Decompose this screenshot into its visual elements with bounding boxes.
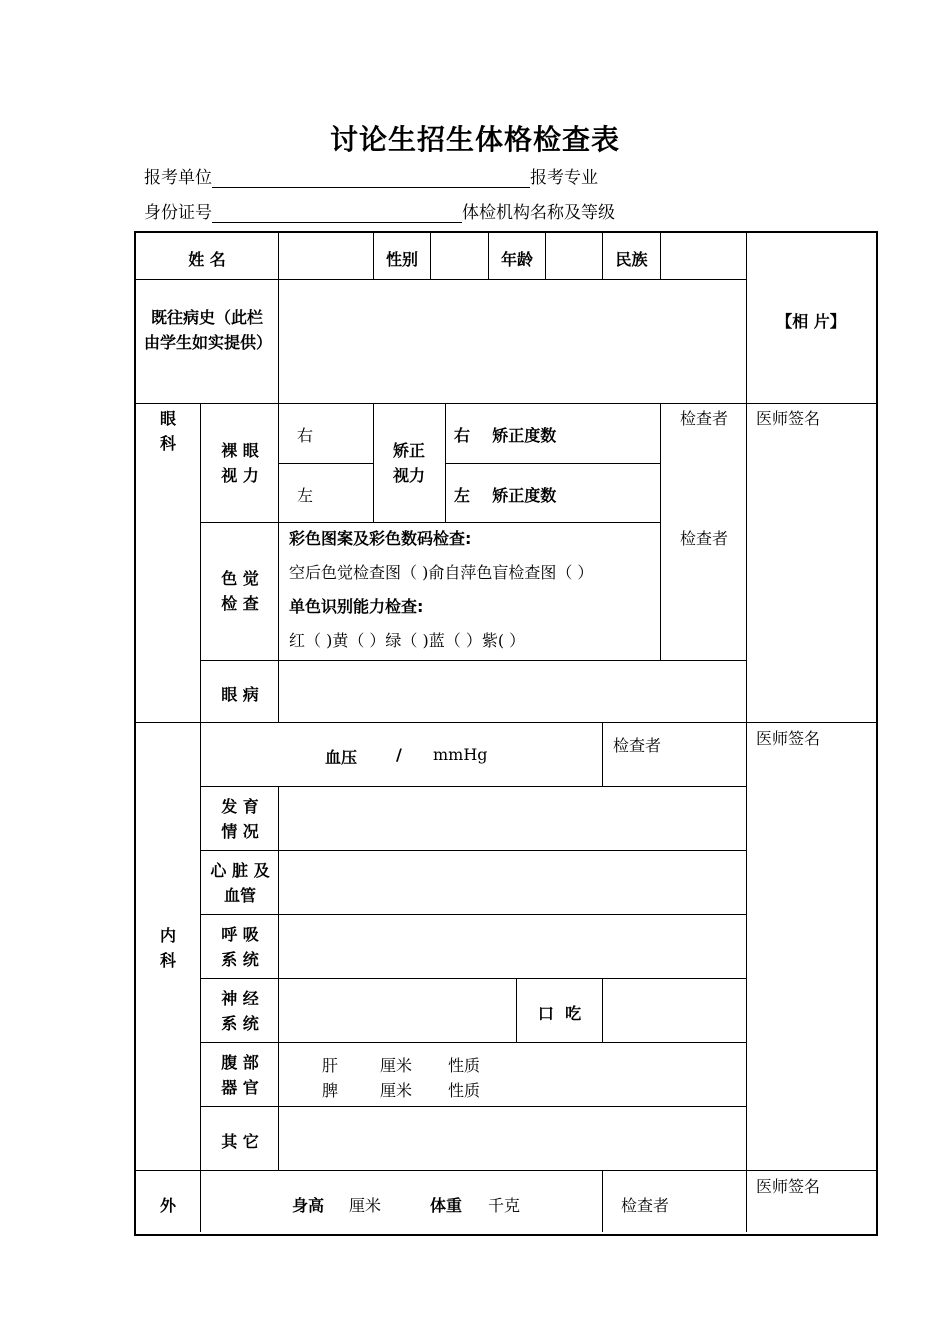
color-test-title: 彩色图案及彩色数码检查:	[289, 529, 472, 548]
age-field[interactable]	[547, 235, 601, 277]
h-line	[135, 1170, 876, 1171]
id-line	[144, 198, 615, 223]
mono-test-title: 单色识别能力检查:	[289, 597, 424, 616]
color-examiner-label: 检查者	[680, 529, 729, 548]
respiratory-label: 呼 吸 系 统	[221, 925, 259, 969]
age-label: 年龄	[500, 250, 533, 269]
eye-section-label: 眼科	[159, 409, 176, 453]
h-line	[279, 463, 374, 464]
nervous-label: 神 经 系 统	[221, 989, 259, 1033]
height-unit: 厘米	[349, 1196, 382, 1215]
naked-vision-label: 裸 眼 视 力	[221, 441, 259, 485]
id-label: 身份证号	[144, 203, 212, 223]
id-field[interactable]	[212, 204, 462, 223]
gender-label: 性别	[385, 250, 418, 269]
v-line	[373, 403, 374, 522]
internal-doctor-sign-label: 医师签名	[756, 729, 821, 748]
spleen-cm: 厘米	[380, 1081, 413, 1100]
v-line	[602, 722, 603, 786]
height-label: 身高	[292, 1196, 325, 1215]
nervous-field[interactable]	[280, 980, 515, 1041]
stutter-field[interactable]	[604, 980, 745, 1041]
v-line	[660, 233, 661, 279]
color-test-charts: 空后色觉检查图（ )俞自萍色盲检查图（ ）	[289, 563, 594, 582]
history-label: 既往病史（此栏由学生如实提供）	[144, 308, 273, 352]
v-line	[660, 403, 661, 660]
apply-line	[144, 163, 598, 188]
spleen-nature: 性质	[448, 1081, 481, 1100]
liver-label: 肝	[322, 1056, 339, 1075]
v-line	[200, 403, 201, 1232]
gender-field[interactable]	[432, 235, 487, 277]
stutter-label: 口 吃	[537, 1004, 582, 1023]
h-line	[135, 722, 876, 723]
heart-label: 心 脏 及血管	[210, 861, 270, 905]
v-line	[278, 786, 279, 1170]
weight-unit: 千克	[488, 1196, 521, 1215]
development-field[interactable]	[280, 788, 745, 849]
eye-doctor-sign-label: 医师签名	[756, 409, 821, 428]
h-line	[445, 463, 660, 464]
h-line	[201, 786, 747, 787]
bp-unit: mmHg	[433, 745, 488, 764]
color-vision-label: 色 觉 检 查	[221, 569, 259, 613]
apply-unit-field[interactable]	[212, 169, 530, 188]
ethnicity-label: 民族	[615, 250, 648, 269]
internal-examiner-label: 检查者	[613, 736, 662, 755]
institution-label: 体检机构名称及等级	[462, 203, 615, 223]
other-field[interactable]	[280, 1108, 745, 1169]
internal-section-label: 内科	[159, 926, 176, 970]
h-line	[201, 522, 660, 523]
abdomen-label: 腹 部 器 官	[221, 1053, 259, 1097]
spleen-label: 脾	[322, 1081, 339, 1100]
respiratory-field[interactable]	[280, 916, 745, 977]
heart-field[interactable]	[280, 852, 745, 913]
page-title: 讨论生招生体格检查表	[329, 123, 620, 156]
liver-nature: 性质	[448, 1056, 481, 1075]
v-line	[278, 233, 279, 403]
right-eye-label: 右	[297, 426, 314, 445]
eye-disease-field[interactable]	[280, 662, 745, 721]
surgery-doctor-sign-label: 医师签名	[756, 1177, 821, 1196]
mono-test-colors: 红（ )黄（ ）绿（ )蓝（ ）紫( ）	[289, 631, 526, 650]
eye-disease-label: 眼 病	[221, 685, 259, 704]
photo-label: 【相 片】	[776, 312, 846, 331]
corrected-vision-label: 矫正视力	[392, 441, 425, 485]
h-line	[201, 1106, 747, 1107]
h-line	[201, 660, 747, 661]
name-field[interactable]	[280, 235, 372, 277]
v-line	[602, 1170, 603, 1232]
bp-label: 血压	[325, 748, 358, 767]
right-correction-label: 右 矫正度数	[454, 426, 557, 445]
development-label: 发 育 情 况	[221, 797, 259, 841]
surgery-section-label: 外	[159, 1196, 176, 1215]
liver-cm: 厘米	[380, 1056, 413, 1075]
history-field[interactable]	[280, 281, 745, 402]
surgery-examiner-label: 检查者	[621, 1196, 670, 1215]
h-line	[135, 279, 747, 280]
v-line	[445, 403, 446, 522]
v-line	[746, 233, 747, 1232]
h-line	[201, 1042, 747, 1043]
eye-examiner-label: 检查者	[680, 409, 729, 428]
name-label: 姓 名	[188, 250, 226, 269]
h-line	[135, 403, 876, 404]
left-correction-label: 左 矫正度数	[454, 486, 557, 505]
h-line	[201, 978, 747, 979]
ethnicity-field[interactable]	[662, 235, 745, 277]
apply-major-label: 报考专业	[530, 168, 598, 188]
other-label: 其 它	[221, 1132, 259, 1151]
h-line	[201, 850, 747, 851]
apply-unit-label: 报考单位	[144, 168, 212, 188]
v-line	[545, 233, 546, 279]
v-line	[602, 978, 603, 1042]
bp-slash: /	[396, 745, 402, 764]
v-line	[278, 403, 279, 722]
h-line	[201, 914, 747, 915]
v-line	[430, 233, 431, 279]
weight-label: 体重	[430, 1196, 463, 1215]
left-eye-label: 左	[297, 486, 314, 505]
